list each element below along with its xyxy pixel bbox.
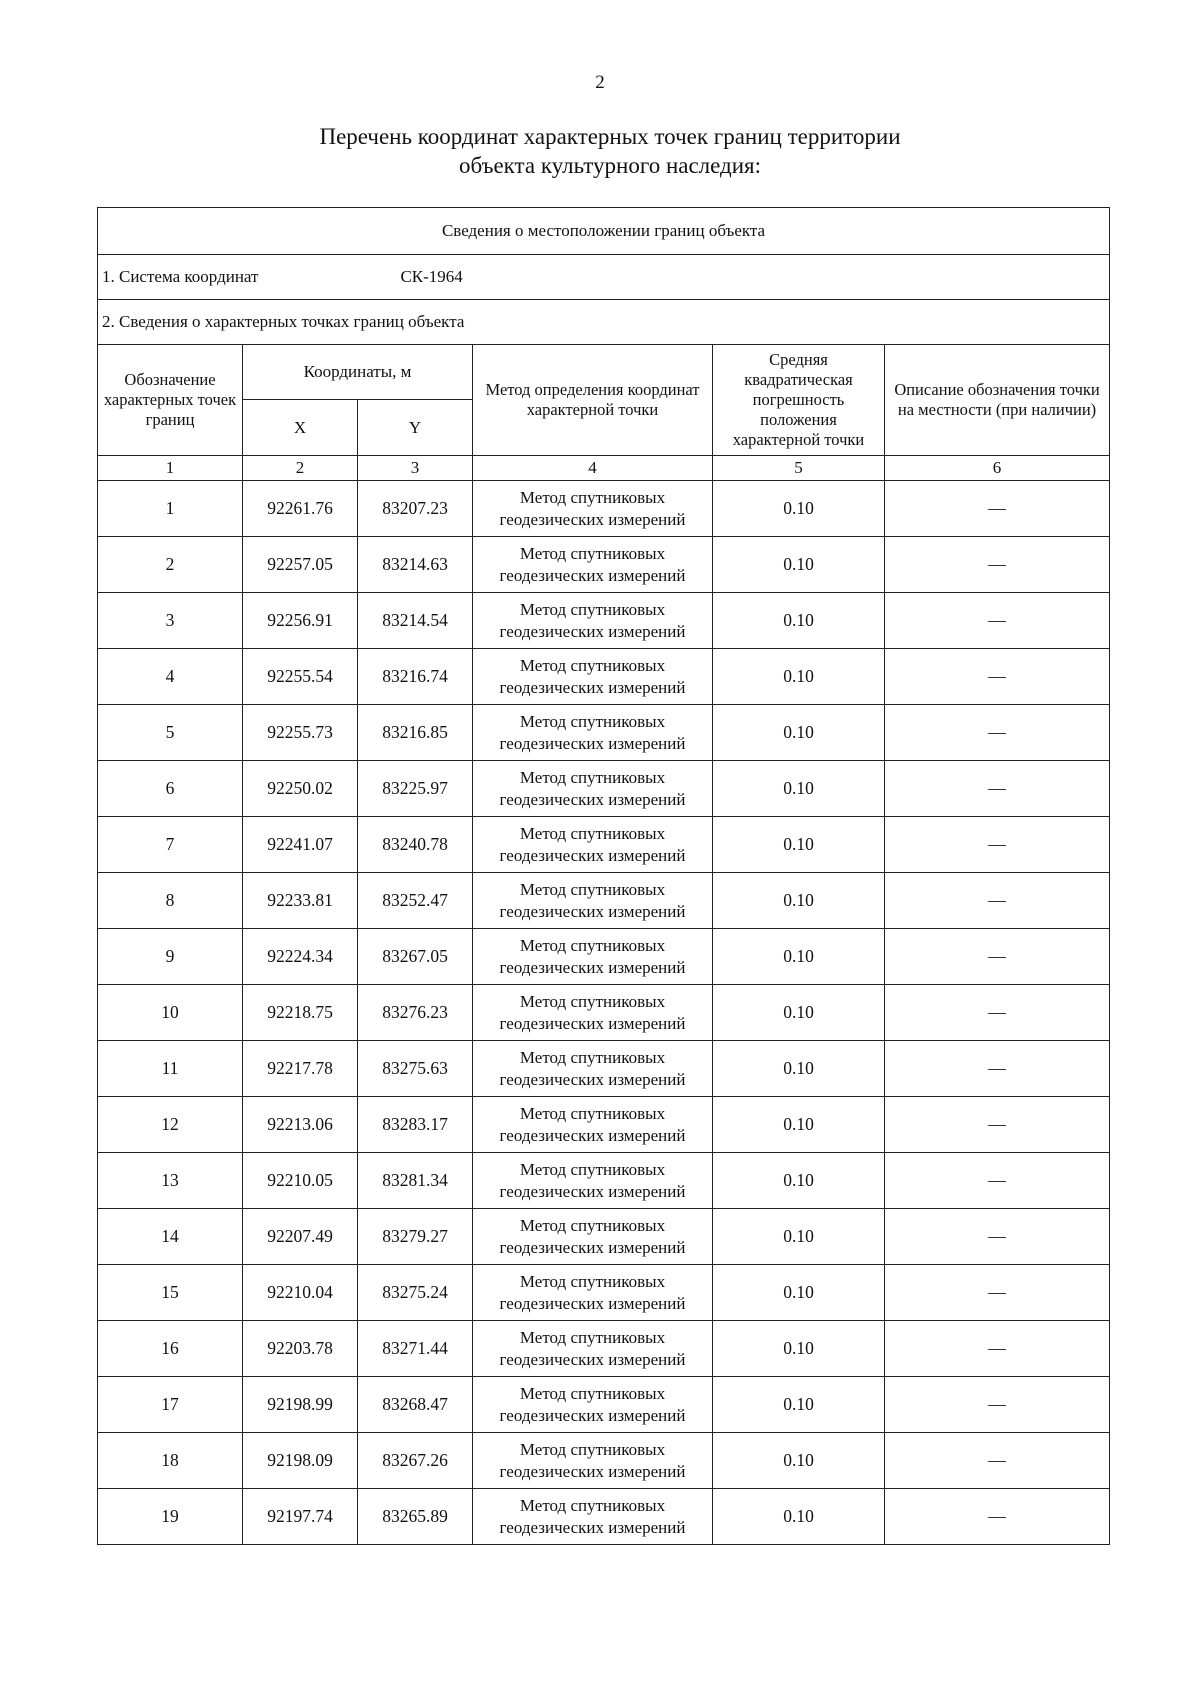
description-cell: — — [885, 649, 1110, 705]
point-number: 7 — [98, 817, 243, 873]
method-cell: Метод спутниковых геодезических измерений — [473, 1377, 713, 1433]
coord-y: 83275.63 — [358, 1041, 473, 1097]
table-row — [98, 1265, 1110, 1321]
header-description: Описание обозначения точки на местности (при наличии) — [885, 345, 1110, 456]
coord-x: 92257.05 — [243, 537, 358, 593]
method-cell: Метод спутниковых геодезических измерений — [473, 873, 713, 929]
column-number: 2 — [243, 456, 358, 481]
coord-x: 92198.99 — [243, 1377, 358, 1433]
error-value: 0.10 — [713, 817, 885, 873]
column-number: 1 — [98, 456, 243, 481]
coord-x: 92213.06 — [243, 1097, 358, 1153]
error-value: 0.10 — [713, 537, 885, 593]
header-x: X — [243, 400, 358, 456]
method-cell: Метод спутниковых геодезических измерений — [473, 649, 713, 705]
description-cell: — — [885, 481, 1110, 537]
error-value: 0.10 — [713, 873, 885, 929]
point-number: 15 — [98, 1265, 243, 1321]
point-number: 12 — [98, 1097, 243, 1153]
method-cell: Метод спутниковых геодезических измерений — [473, 761, 713, 817]
point-number: 5 — [98, 705, 243, 761]
description-cell: — — [885, 817, 1110, 873]
point-number: 14 — [98, 1209, 243, 1265]
method-cell: Метод спутниковых геодезических измерений — [473, 705, 713, 761]
description-cell: — — [885, 537, 1110, 593]
coord-y: 83265.89 — [358, 1489, 473, 1545]
coord-y: 83267.05 — [358, 929, 473, 985]
description-cell: — — [885, 1377, 1110, 1433]
coord-y: 83216.85 — [358, 705, 473, 761]
method-cell: Метод спутниковых геодезических измерений — [473, 1265, 713, 1321]
error-value: 0.10 — [713, 1097, 885, 1153]
table-row — [98, 1321, 1110, 1377]
table-row — [98, 1433, 1110, 1489]
error-value: 0.10 — [713, 705, 885, 761]
error-value: 0.10 — [713, 929, 885, 985]
point-number: 10 — [98, 985, 243, 1041]
error-value: 0.10 — [713, 1377, 885, 1433]
method-cell: Метод спутниковых геодезических измерений — [473, 537, 713, 593]
title-line-2: объекта культурного наследия: — [458, 153, 762, 178]
coord-x: 92198.09 — [243, 1433, 358, 1489]
error-value: 0.10 — [713, 1209, 885, 1265]
coord-x: 92197.74 — [243, 1489, 358, 1545]
table-row — [98, 873, 1110, 929]
table-row — [98, 1377, 1110, 1433]
description-cell: — — [885, 929, 1110, 985]
description-cell: — — [885, 761, 1110, 817]
error-value: 0.10 — [713, 1041, 885, 1097]
coord-y: 83267.26 — [358, 1433, 473, 1489]
point-number: 18 — [98, 1433, 243, 1489]
coord-y: 83225.97 — [358, 761, 473, 817]
error-value: 0.10 — [713, 481, 885, 537]
description-cell: — — [885, 593, 1110, 649]
error-value: 0.10 — [713, 1433, 885, 1489]
coord-x: 92233.81 — [243, 873, 358, 929]
point-number: 11 — [98, 1041, 243, 1097]
method-cell: Метод спутниковых геодезических измерений — [473, 593, 713, 649]
point-number: 19 — [98, 1489, 243, 1545]
document-title — [200, 122, 1020, 180]
header-designation: Обозначение характерных точек границ — [98, 345, 243, 456]
title-line-1: Перечень координат характерных точек границ территории — [319, 124, 901, 149]
coord-y: 83240.78 — [358, 817, 473, 873]
header-method: Метод определения координат характерной точки — [473, 345, 713, 456]
description-cell: — — [885, 1433, 1110, 1489]
page-number: 2 — [595, 72, 605, 93]
error-value: 0.10 — [713, 649, 885, 705]
coord-y: 83207.23 — [358, 481, 473, 537]
column-number-row — [98, 456, 1110, 481]
coord-y: 83252.47 — [358, 873, 473, 929]
method-cell: Метод спутниковых геодезических измерений — [473, 1153, 713, 1209]
table-row — [98, 761, 1110, 817]
method-cell: Метод спутниковых геодезических измерений — [473, 1433, 713, 1489]
description-cell: — — [885, 873, 1110, 929]
description-cell: — — [885, 1153, 1110, 1209]
header-y: Y — [358, 400, 473, 456]
points-heading: 2. Сведения о характерных точках границ объекта — [98, 300, 1110, 345]
column-number: 4 — [473, 456, 713, 481]
description-cell: — — [885, 1041, 1110, 1097]
method-cell: Метод спутниковых геодезических измерений — [473, 929, 713, 985]
table-row — [98, 929, 1110, 985]
error-value: 0.10 — [713, 1265, 885, 1321]
method-cell: Метод спутниковых геодезических измерений — [473, 1097, 713, 1153]
description-cell: — — [885, 1209, 1110, 1265]
column-number: 5 — [713, 456, 885, 481]
method-cell: Метод спутниковых геодезических измерений — [473, 985, 713, 1041]
point-number: 3 — [98, 593, 243, 649]
coord-x: 92256.91 — [243, 593, 358, 649]
method-cell: Метод спутниковых геодезических измерений — [473, 1041, 713, 1097]
method-cell: Метод спутниковых геодезических измерений — [473, 1489, 713, 1545]
point-number: 2 — [98, 537, 243, 593]
method-cell: Метод спутниковых геодезических измерений — [473, 481, 713, 537]
table-row — [98, 1153, 1110, 1209]
table-row — [98, 1097, 1110, 1153]
coord-y: 83275.24 — [358, 1265, 473, 1321]
column-number: 6 — [885, 456, 1110, 481]
coord-y: 83276.23 — [358, 985, 473, 1041]
method-cell: Метод спутниковых геодезических измерений — [473, 817, 713, 873]
point-number: 1 — [98, 481, 243, 537]
point-number: 8 — [98, 873, 243, 929]
description-cell: — — [885, 1265, 1110, 1321]
coord-x: 92210.04 — [243, 1265, 358, 1321]
description-cell: — — [885, 1321, 1110, 1377]
table-row — [98, 1209, 1110, 1265]
description-cell: — — [885, 1489, 1110, 1545]
error-value: 0.10 — [713, 985, 885, 1041]
error-value: 0.10 — [713, 761, 885, 817]
coord-x: 92250.02 — [243, 761, 358, 817]
coordinate-system-row — [98, 255, 1110, 300]
point-number: 6 — [98, 761, 243, 817]
column-number: 3 — [358, 456, 473, 481]
coord-y: 83281.34 — [358, 1153, 473, 1209]
header-coordinates: Координаты, м — [243, 345, 473, 400]
coord-y: 83268.47 — [358, 1377, 473, 1433]
table-row — [98, 705, 1110, 761]
point-number: 16 — [98, 1321, 243, 1377]
coord-x: 92224.34 — [243, 929, 358, 985]
description-cell: — — [885, 1097, 1110, 1153]
coord-x: 92203.78 — [243, 1321, 358, 1377]
table-row — [98, 649, 1110, 705]
coord-y: 83283.17 — [358, 1097, 473, 1153]
coord-x: 92218.75 — [243, 985, 358, 1041]
description-cell: — — [885, 705, 1110, 761]
table-row — [98, 817, 1110, 873]
point-number: 4 — [98, 649, 243, 705]
table-row — [98, 1041, 1110, 1097]
table-row — [98, 481, 1110, 537]
method-cell: Метод спутниковых геодезических измерений — [473, 1321, 713, 1377]
coord-x: 92210.05 — [243, 1153, 358, 1209]
table-row — [98, 1489, 1110, 1545]
coord-y: 83214.63 — [358, 537, 473, 593]
table-body — [98, 481, 1110, 1545]
table-row — [98, 593, 1110, 649]
coord-x: 92261.76 — [243, 481, 358, 537]
coord-x: 92241.07 — [243, 817, 358, 873]
coord-x: 92217.78 — [243, 1041, 358, 1097]
error-value: 0.10 — [713, 1321, 885, 1377]
coord-y: 83279.27 — [358, 1209, 473, 1265]
coord-x: 92255.54 — [243, 649, 358, 705]
error-value: 0.10 — [713, 1153, 885, 1209]
header-error: Средняя квадратическая погрешность положения характерной точки — [713, 345, 885, 456]
point-number: 9 — [98, 929, 243, 985]
coordinate-system-value: СК-1964 — [400, 267, 463, 286]
table-row — [98, 985, 1110, 1041]
coord-x: 92207.49 — [243, 1209, 358, 1265]
error-value: 0.10 — [713, 1489, 885, 1545]
point-number: 17 — [98, 1377, 243, 1433]
coordinate-system-label: 1. Система координат — [102, 267, 259, 286]
point-number: 13 — [98, 1153, 243, 1209]
method-cell: Метод спутниковых геодезических измерений — [473, 1209, 713, 1265]
coordinates-table — [97, 207, 1110, 1545]
description-cell: — — [885, 985, 1110, 1041]
coord-y: 83271.44 — [358, 1321, 473, 1377]
coord-y: 83216.74 — [358, 649, 473, 705]
coord-x: 92255.73 — [243, 705, 358, 761]
section-heading: Сведения о местоположении границ объекта — [98, 208, 1110, 255]
coord-y: 83214.54 — [358, 593, 473, 649]
error-value: 0.10 — [713, 593, 885, 649]
table-row — [98, 537, 1110, 593]
